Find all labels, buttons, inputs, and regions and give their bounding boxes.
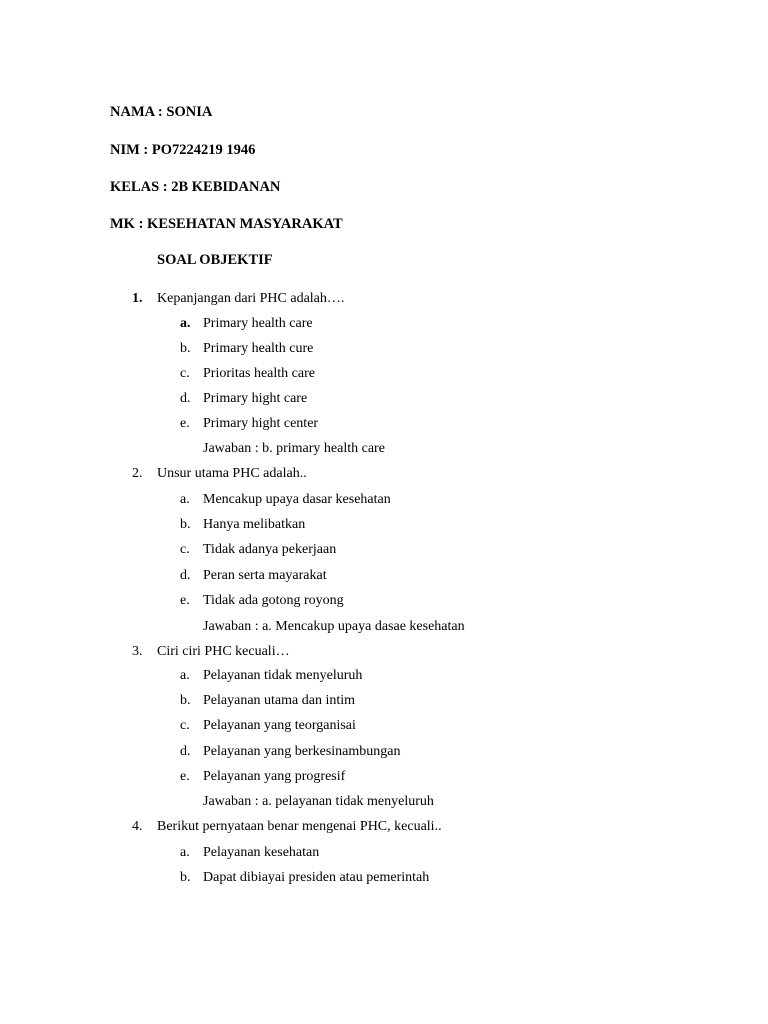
option-letter: c.	[180, 542, 190, 557]
question-number: 3.	[132, 644, 143, 659]
question-text: Unsur utama PHC adalah..	[157, 466, 307, 481]
option-text: Dapat dibiayai presiden atau pemerintah	[203, 870, 430, 885]
option-text: Mencakup upaya dasar kesehatan	[203, 492, 391, 507]
student-name: NAMA : SONIA	[110, 104, 213, 120]
option-letter: d.	[180, 744, 191, 759]
option-text: Primary hight care	[203, 391, 308, 406]
option-text: Pelayanan kesehatan	[203, 845, 320, 860]
question-text: Berikut pernyataan benar mengenai PHC, kecuali..	[157, 819, 442, 834]
option-text: Pelayanan tidak menyeluruh	[203, 668, 363, 683]
answer-text: Jawaban : a. pelayanan tidak menyeluruh	[203, 794, 434, 809]
question-text: Ciri ciri PHC kecuali…	[157, 644, 290, 659]
option-text: Primary health care	[203, 316, 313, 331]
option-text: Pelayanan yang progresif	[203, 769, 346, 784]
option-text: Tidak adanya pekerjaan	[203, 542, 337, 557]
option-text: Prioritas health care	[203, 366, 315, 381]
question-number: 2.	[132, 466, 143, 481]
option-text: Primary hight center	[203, 416, 319, 431]
option-text: Tidak ada gotong royong	[203, 593, 344, 608]
question-number: 4.	[132, 819, 143, 834]
option-letter: c.	[180, 366, 190, 381]
option-letter: a.	[180, 492, 190, 507]
option-letter: a.	[180, 668, 190, 683]
option-text: Hanya melibatkan	[203, 517, 306, 532]
option-letter: b.	[180, 870, 191, 885]
option-letter: e.	[180, 416, 190, 431]
answer-text: Jawaban : a. Mencakup upaya dasae kesehatan	[203, 619, 465, 634]
option-letter: d.	[180, 391, 191, 406]
student-nim: NIM : PO7224219 1946	[110, 142, 256, 158]
option-letter: e.	[180, 769, 190, 784]
option-letter: b.	[180, 693, 191, 708]
option-text: Primary health cure	[203, 341, 314, 356]
option-text: Pelayanan yang teorganisai	[203, 718, 356, 733]
option-letter: b.	[180, 341, 191, 356]
option-letter: a.	[180, 845, 190, 860]
option-letter: b.	[180, 517, 191, 532]
section-title: SOAL OBJEKTIF	[157, 252, 273, 268]
option-letter: a.	[180, 316, 191, 331]
option-letter: c.	[180, 718, 190, 733]
option-letter: d.	[180, 568, 191, 583]
course-name: MK : KESEHATAN MASYARAKAT	[110, 216, 343, 232]
question-number: 1.	[132, 291, 143, 306]
option-letter: e.	[180, 593, 190, 608]
option-text: Peran serta mayarakat	[203, 568, 327, 583]
answer-text: Jawaban : b. primary health care	[203, 441, 385, 456]
option-text: Pelayanan utama dan intim	[203, 693, 356, 708]
student-class: KELAS : 2B KEBIDANAN	[110, 179, 281, 195]
option-text: Pelayanan yang berkesinambungan	[203, 744, 401, 759]
question-text: Kepanjangan dari PHC adalah….	[157, 291, 345, 306]
